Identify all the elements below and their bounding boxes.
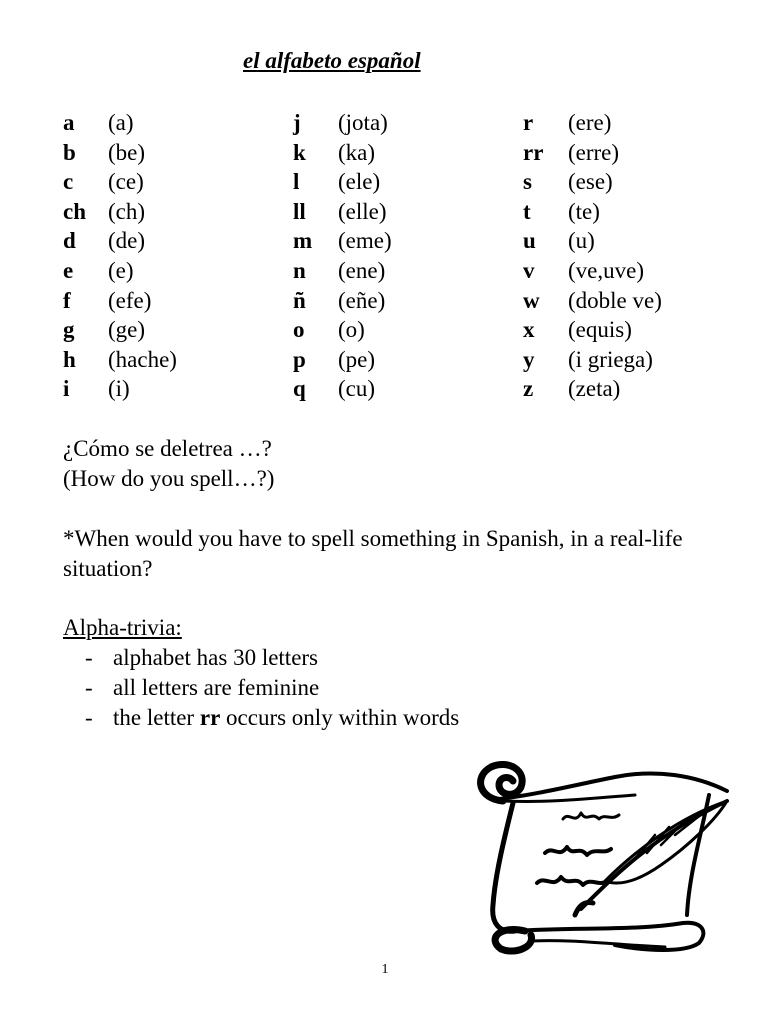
alphabet-row [523,138,662,168]
letter: f [63,287,71,313]
alphabet-row [63,345,177,375]
letter-name: (pe) [338,346,376,372]
alphabet-row [293,256,392,286]
letter-name: (elle) [338,198,387,224]
letter: r [523,110,534,135]
letter: a [63,110,75,135]
trivia-item-text: alphabet has 30 letters [113,645,319,670]
spell-translation: (How do you spell…?) [63,466,275,491]
alphabet-row [523,256,662,286]
list-item [63,643,459,673]
letter: c [63,169,74,195]
letter: u [523,228,536,254]
letter: i [63,376,70,402]
list-dash: - [85,645,93,670]
list-item [63,673,459,703]
list-item [63,703,459,733]
alphabet-row [523,197,662,227]
letter-name: (cu) [338,376,376,402]
letter-name: (u) [568,228,595,254]
spell-question-block [63,434,274,494]
alphabet-row [523,315,662,345]
letter-name: (equis) [568,317,632,343]
alphabet-column-3 [523,108,662,404]
trivia-section [63,613,459,733]
letter: k [293,139,306,165]
alphabet-column-2 [293,108,392,404]
letter-name: (hache) [108,346,177,372]
alphabet-column-1 [63,108,177,404]
alphabet-row [293,286,392,316]
alphabet-row [523,226,662,256]
letter-name: (ese) [568,169,613,195]
alphabet-row [63,286,177,316]
alphabet-row [63,226,177,256]
letter: h [63,346,76,372]
alphabet-row [293,197,392,227]
letter: n [293,257,306,283]
alphabet-row [523,167,662,197]
letter-name: (ge) [108,317,146,343]
page-title: el alfabeto español [243,48,421,73]
letter-name: (be) [108,139,146,165]
alphabet-row [293,138,392,168]
letter-name: (i griega) [568,346,653,372]
alphabet-row [523,374,662,404]
alphabet-row [63,197,177,227]
letter: j [293,110,301,135]
trivia-heading: Alpha-trivia: [63,615,182,640]
list-dash: - [85,675,93,700]
page-number: 1 [381,962,389,977]
letter: y [523,346,535,372]
alphabet-row [63,108,177,138]
letter-name: (o) [338,317,365,343]
letter-name: (efe) [108,287,152,313]
letter: x [523,317,535,343]
letter: ch [63,198,86,224]
letter-name: (ere) [568,110,612,135]
alphabet-row [63,138,177,168]
letter: w [523,287,540,313]
alphabet-row [523,345,662,375]
letter-name: (ka) [338,139,376,165]
letter-name: (de) [108,228,146,254]
letter-name: (erre) [568,139,620,165]
alphabet-row [293,226,392,256]
letter-name: (ele) [338,169,381,195]
letter: g [63,317,75,343]
trivia-item-text: all letters are feminine [113,675,320,700]
letter: p [293,346,306,372]
letter: z [523,376,534,402]
letter-name: (te) [568,198,600,224]
letter: rr [523,139,544,165]
alphabet-row [63,315,177,345]
alphabet-row [293,108,392,138]
discussion-prompt: *When would you have to spell something in Spanish, in a real-life situation? [63,526,683,581]
letter-name: (ce) [108,169,144,195]
letter: e [63,257,74,283]
letter-name: (ch) [108,198,146,224]
letter: s [523,169,532,195]
alphabet-row [63,167,177,197]
alphabet-row [63,256,177,286]
alphabet-row [293,315,392,345]
letter-name: (i) [108,376,130,402]
letter: ñ [293,287,306,313]
letter: v [523,257,535,283]
letter: m [293,228,313,254]
letter-name: (ene) [338,257,386,283]
spell-question: ¿Cómo se deletrea …? [63,436,272,461]
letter-name: (ve,uve) [568,257,644,283]
letter-name: (doble ve) [568,287,662,313]
letter-name: (e) [108,257,134,283]
alphabet-row [523,108,662,138]
trivia-item-text-pre: the letter [113,705,200,730]
letter: b [63,139,76,165]
letter: l [293,169,300,195]
letter-name: (eñe) [338,287,386,313]
alphabet-row [63,374,177,404]
letter-name: (jota) [338,110,388,135]
letter: o [293,317,305,343]
list-dash: - [85,705,93,730]
trivia-item-bold: rr [199,705,221,730]
letter: q [293,376,306,402]
trivia-list [63,643,459,733]
alphabet-row [523,286,662,316]
alphabet-row [293,345,392,375]
letter-name: (eme) [338,228,392,254]
letter: d [63,228,76,254]
letter-name: (zeta) [568,376,621,402]
trivia-item-text-post: occurs only within words [220,705,460,730]
alphabet-row [293,167,392,197]
letter-name: (a) [108,110,134,135]
alphabet-row [293,374,392,404]
letter: t [523,198,531,224]
letter: ll [293,198,306,224]
scroll-quill-icon [465,755,740,955]
